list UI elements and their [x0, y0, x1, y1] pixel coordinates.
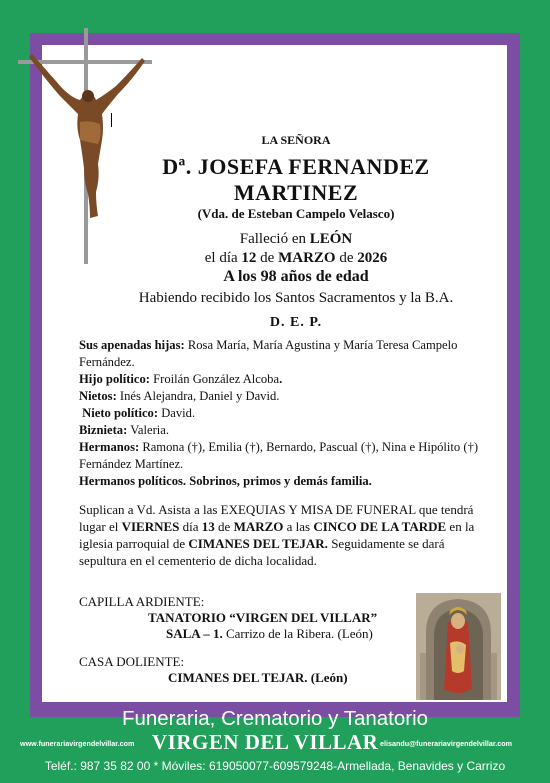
- funeral-text-5: en la iglesia parroquial de: [79, 519, 475, 551]
- funeral-text-1: Suplican a Vd. Asista a las EXEQUIAS Y MISA DE FUNERAL que tendrá lugar el: [79, 502, 474, 534]
- nietos-value: Inés Alejandra, Daniel y David.: [116, 389, 280, 403]
- date-sep-2: de: [335, 250, 358, 266]
- footer-title: Funeraria, Crematorio y Tanatorio: [121, 707, 429, 730]
- nieto-politico-value: David.: [158, 406, 196, 420]
- biznieta-label: Biznieta:: [79, 423, 128, 437]
- funeral-text-2: día: [179, 519, 202, 534]
- death-date: [78, 250, 514, 267]
- hijo-politico-label: Hijo político:: [79, 372, 151, 386]
- footer-phones: Teléf.: 987 35 82 00 * Móviles: 619050077-609579248-Armellada, Benavides y Carrizo: [44, 759, 506, 773]
- biznieta-value: Valeria.: [127, 423, 170, 437]
- family-biznieta: [79, 422, 479, 439]
- funeral-time: CINCO DE LA TARDE: [313, 519, 447, 534]
- casa-place: CIMANES DEL TEJAR. (León): [168, 670, 348, 685]
- family-nietos: [79, 388, 479, 405]
- date-prefix: el día: [204, 250, 242, 266]
- capilla-sala: [166, 626, 373, 642]
- funeral-details: [79, 501, 479, 569]
- date-day: 12: [241, 250, 257, 266]
- family-hermanos: [79, 439, 479, 473]
- death-place-city: LEÓN: [309, 231, 353, 247]
- date-month: MARZO: [278, 250, 336, 266]
- funeral-text-6: Seguidamente se dará sepultura en el cementerio de dicha localidad.: [79, 536, 445, 568]
- la-senora-label: LA SEÑORA: [261, 133, 331, 147]
- age: A los 98 años de edad: [223, 268, 369, 285]
- family-hijo-politico: [79, 371, 479, 388]
- hermanos-value: Ramona (†), Emilia (†), Bernardo, Pascual (†), Nina e Hipólito (†) Fernández Martínez.: [79, 440, 479, 471]
- family-hermanos-politicos: [79, 473, 479, 490]
- name-line-2: MARTINEZ: [233, 180, 359, 205]
- footer-email[interactable]: elisandu@funerariavirgendelvillar.com: [380, 739, 513, 748]
- family-hijas: [79, 337, 479, 371]
- hijas-label: Sus apenadas hijas:: [79, 338, 185, 352]
- footer-website[interactable]: www.funerariavirgendelvillar.com: [20, 739, 135, 748]
- capilla-tanatorio: TANATORIO “VIRGEN DEL VILLAR”: [148, 610, 378, 625]
- funeral-text-3: de: [214, 519, 234, 534]
- name-line-1: Dª. JOSEFA FERNANDEZ: [162, 154, 430, 179]
- nieto-politico-label: Nieto político:: [79, 406, 159, 420]
- hermanos-label: Hermanos:: [79, 440, 140, 454]
- funeral-text-4: a las: [283, 519, 314, 534]
- virgin-statue-image: [416, 593, 501, 700]
- footer-brand: VIRGEN DEL VILLAR: [152, 730, 379, 754]
- nietos-label: Nietos:: [79, 389, 117, 403]
- family-list: [79, 337, 479, 490]
- funeral-day: 13: [201, 519, 215, 534]
- funeral-month: MARZO: [233, 519, 284, 534]
- sacraments: Habiendo recibido los Santos Sacramentos y la B.A.: [138, 290, 454, 306]
- death-place-prefix: Falleció en: [239, 231, 310, 247]
- widow-of: (Vda. de Esteban Campelo Velasco): [197, 206, 395, 221]
- hermanos-politicos: Hermanos políticos. Sobrinos, primos y demás familia.: [79, 474, 372, 488]
- death-place: [78, 231, 514, 248]
- sala-value: Carrizo de la Ribera. (León): [222, 626, 373, 641]
- hijo-politico-end: .: [279, 372, 283, 386]
- capilla-heading: CAPILLA ARDIENTE:: [79, 594, 205, 609]
- date-year: 2026: [357, 250, 388, 266]
- date-sep: de: [256, 250, 279, 266]
- casa-heading: CASA DOLIENTE:: [79, 654, 185, 669]
- text-cursor: [111, 113, 112, 127]
- hijas-value: Rosa María, María Agustina y María Teresa Campelo Fernández.: [79, 338, 458, 369]
- deceased-name: [78, 154, 514, 206]
- family-nieto-politico: [79, 405, 479, 422]
- funeral-place: CIMANES DEL TEJAR.: [188, 536, 328, 551]
- dep-label: D. E. P.: [269, 315, 323, 330]
- sala-label: SALA – 1.: [166, 626, 223, 641]
- funeral-weekday: VIERNES: [121, 519, 180, 534]
- hijo-politico-value: Froilán González Alcoba: [150, 372, 280, 386]
